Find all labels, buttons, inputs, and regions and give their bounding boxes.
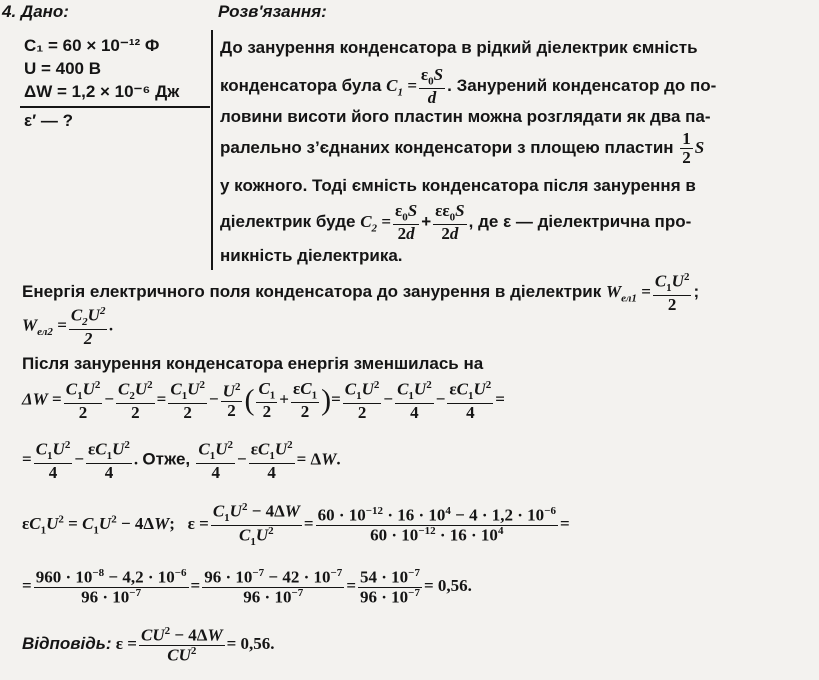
- given-c1: C₁ = 60 × 10⁻¹² Ф: [24, 36, 160, 55]
- given-vertical-divider: [211, 30, 213, 270]
- given-divider: [20, 106, 210, 108]
- sol-line-1: До занурення конденсатора в рідкий діелектрик ємність: [220, 38, 698, 57]
- after-line: Після занурення конденсатора енергія зменшилась на: [22, 354, 484, 373]
- energy-line-2: $W_{ел2}$ = $\frac{C_2U^2}{2}$ .: [22, 305, 114, 348]
- equation-2: = $\frac{C_1U^2}{4}$ − $\frac{\varepsilon C_1U^2}{4}$ . Отже, $\frac{C_1U^2}{4}$ − $\frac{\varepsilon C_1U^2}{4}$ = ΔW.: [22, 439, 341, 482]
- solution-heading: Розв'язання:: [218, 2, 327, 21]
- equation-3: $\varepsilon C_1U^2 = C_1U^2 - 4\Delta W$; ε = $\frac{C_1U^2 - 4\Delta W}{C_1U^2}$ = $\frac{60 \cdot 10^{-12} \cdot 16 \cdot 10^4 - 4 \cdot 1,2 \cdot 10^{-6}}{60 \cdot 10^{-12} \cdot 16 \cdot 10^4}$ =: [22, 501, 570, 548]
- sol-line-3: ловини висоти його пластин можна розглядати як два па-: [220, 107, 711, 126]
- given-u: U = 400 В: [24, 59, 102, 78]
- sol-line-4: ралельно з’єднаних конденсатори з площею пластин $\frac{1}{2}$ S: [220, 129, 705, 167]
- given-dw: ΔW = 1,2 × 10⁻⁶ Дж: [24, 82, 180, 101]
- energy-line-1: Енергія електричного поля конденсатора до занурення в діелектрик $W_{ел1}$ = $\frac{C_1U^2}{2}$ ;: [22, 271, 700, 314]
- find-value: ε′ — ?: [24, 111, 73, 130]
- equation-4: = $\frac{960 \cdot 10^{-8} - 4,2 \cdot 10^{-6}}{96 \cdot 10^{-7}}$ = $\frac{96 \cdot 10^{-7} - 42 \cdot 10^{-7}}{96 \cdot 10^{-7}}$ = $\frac{54 \cdot 10^{-7}}{96 \cdot 10^{-7}}$ = 0,56.: [22, 567, 472, 607]
- problem-number: 4. Дано:: [2, 2, 69, 21]
- sol-line-7: никність діелектрика.: [220, 246, 403, 265]
- sol-line-6: діелектрик буде $C_2$ = $\frac{\varepsilon_0S}{2d}$ + $\frac{\varepsilon\varepsilon_0S}{2d}$ , де ε — діелектрична про-: [220, 201, 692, 243]
- equation-1: ΔW = $\frac{C_1U^2}{2}$ − $\frac{C_2U^2}{2}$ = $\frac{C_1U^2}{2}$ − $\frac{U^2}{2}$ ( $\frac{C_1}{2}$ + $\frac{\varepsilon C_1}{2}$ )= $\frac{C_1U^2}{2}$ − $\frac{C_1U^2}{4}$ − $\frac{\varepsilon C_1U^2}{4}$ =: [22, 379, 505, 422]
- sol-line-5: у кожного. Тоді ємність конденсатора після занурення в: [220, 176, 696, 195]
- answer-line: Відповідь: ε = $\frac{CU^2 - 4\Delta W}{CU^2}$ = 0,56.: [22, 625, 275, 665]
- sol-line-2: конденсатора була $C_1$ = $\frac{\varepsilon_0S}{d}$ . Занурений конденсатор до по-: [220, 65, 717, 107]
